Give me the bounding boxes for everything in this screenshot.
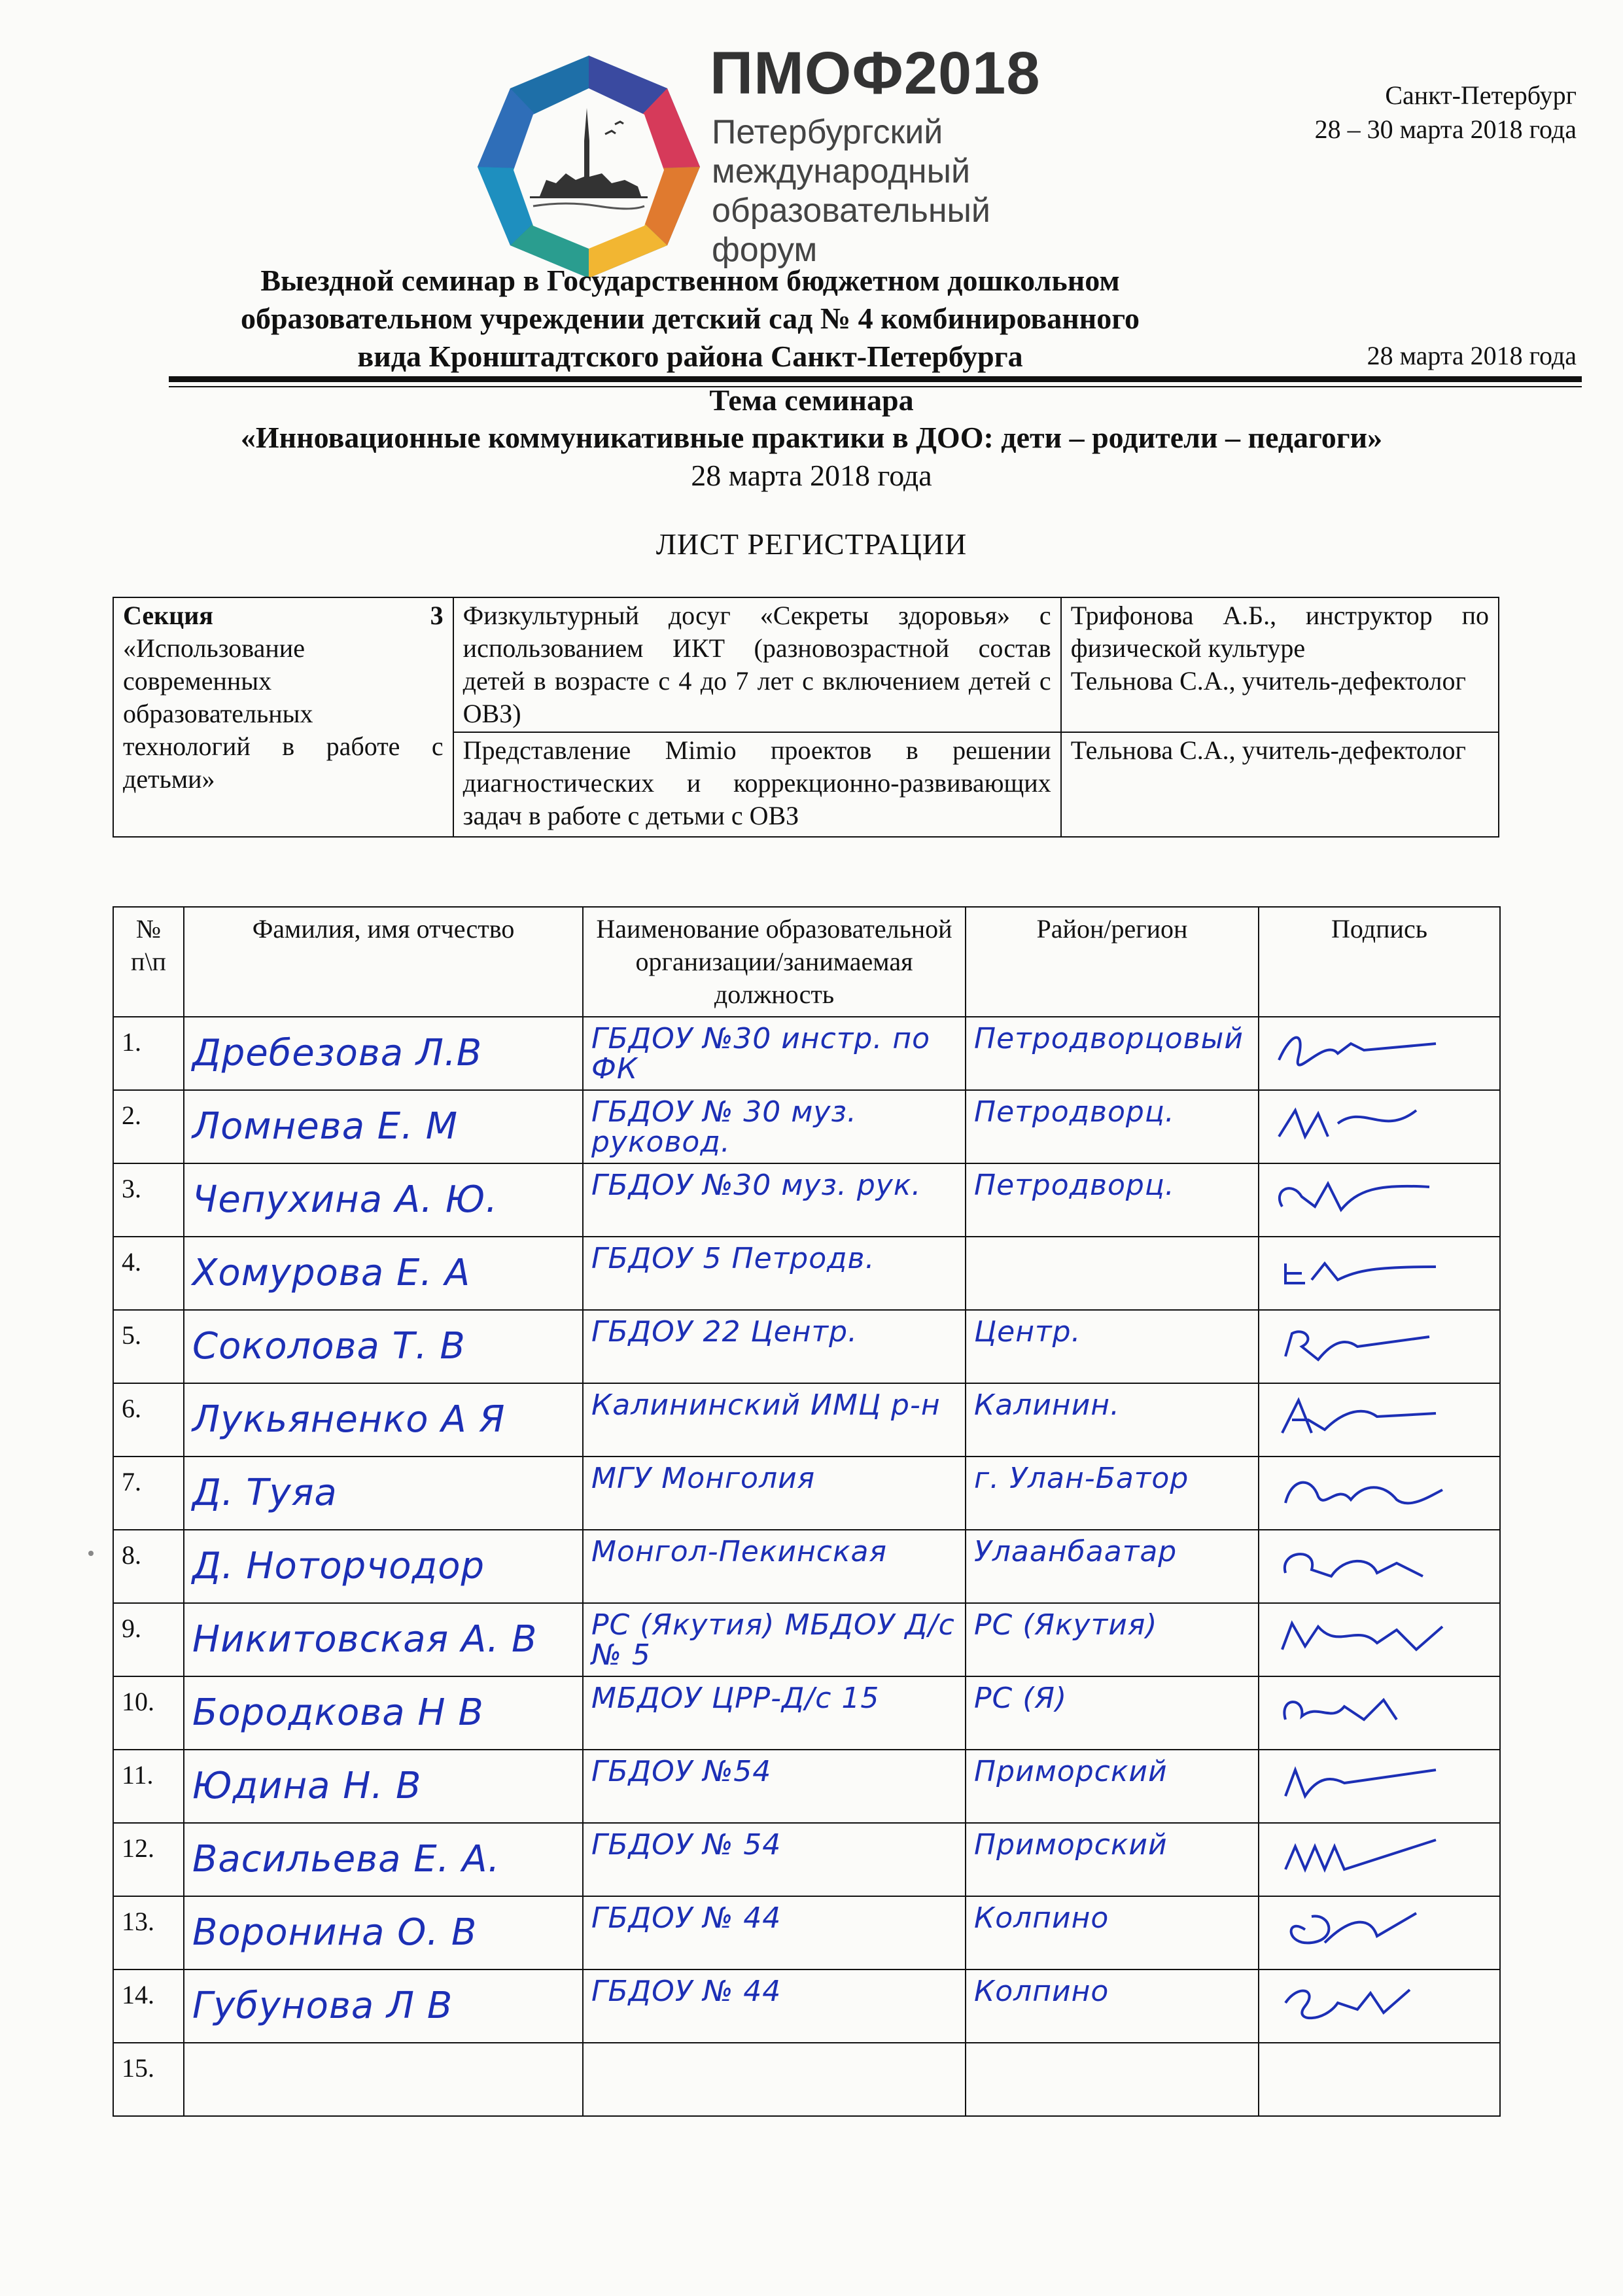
row-number-cell bbox=[113, 1823, 184, 1896]
section-number: 3 bbox=[430, 601, 444, 630]
presenter: Трифонова А.Б., инструктор по физической культуре bbox=[1070, 601, 1489, 663]
registration-header-row bbox=[113, 907, 1500, 1017]
name-cell bbox=[184, 1383, 583, 1457]
handwritten-signature bbox=[1266, 1537, 1462, 1589]
brand-title: ПМОФ2018 bbox=[710, 40, 1041, 107]
row-number: 14. bbox=[122, 1980, 154, 2009]
org-cell bbox=[583, 1237, 966, 1310]
seminar-title-line: образовательном учреждении детский сад № 4 комбинированного bbox=[240, 302, 1140, 335]
row-number-cell bbox=[113, 2043, 184, 2116]
name-cell bbox=[184, 1017, 583, 1090]
row-number-cell bbox=[113, 1750, 184, 1823]
org-cell bbox=[583, 1676, 966, 1750]
row-number: 13. bbox=[122, 1907, 154, 1936]
participant-organization: ГБДОУ № 54 bbox=[591, 1828, 782, 1862]
row-number-cell bbox=[113, 1237, 184, 1310]
name-cell bbox=[184, 1457, 583, 1530]
seminar-title-line: Выездной семинар в Государственном бюджетном дошкольном bbox=[260, 264, 1120, 297]
participant-organization: ГБДОУ №54 bbox=[591, 1755, 772, 1788]
topic-label: Тема семинара bbox=[709, 383, 914, 417]
name-cell bbox=[184, 1530, 583, 1603]
row-number: 6. bbox=[122, 1394, 141, 1423]
brand-subtitle-line: образовательный bbox=[712, 192, 990, 230]
sheet-title: ЛИСТ РЕГИСТРАЦИИ bbox=[655, 527, 968, 561]
participant-organization: Монгол-Пекинская bbox=[591, 1535, 887, 1568]
org-cell bbox=[583, 1530, 966, 1603]
region-cell bbox=[966, 1163, 1259, 1237]
signature-cell bbox=[1259, 1530, 1500, 1603]
name-cell bbox=[184, 1090, 583, 1163]
signature-cell bbox=[1259, 1163, 1500, 1237]
handwritten-signature bbox=[1266, 1684, 1462, 1736]
name-cell bbox=[184, 1163, 583, 1237]
table-row bbox=[113, 1676, 1500, 1750]
row-number: 12. bbox=[122, 1833, 154, 1863]
signature-cell bbox=[1259, 1896, 1500, 1969]
brand-subtitle-line: Петербургский bbox=[712, 113, 943, 151]
participant-name: Воронина О. В bbox=[192, 1911, 478, 1954]
forum-place-dates bbox=[1236, 79, 1577, 147]
org-cell bbox=[583, 1457, 966, 1530]
topic-date: 28 марта 2018 года bbox=[691, 459, 932, 492]
org-cell bbox=[583, 1310, 966, 1383]
participant-region: Приморский bbox=[974, 1755, 1168, 1788]
region-cell bbox=[966, 1310, 1259, 1383]
handwritten-signature bbox=[1266, 1977, 1462, 2029]
participant-region: Колпино bbox=[974, 1901, 1109, 1935]
region-cell bbox=[966, 1237, 1259, 1310]
table-row bbox=[113, 1530, 1500, 1603]
signature-cell bbox=[1259, 1969, 1500, 2043]
handwritten-signature bbox=[1266, 1024, 1462, 1076]
row-number-cell bbox=[113, 1603, 184, 1676]
region-cell bbox=[966, 1017, 1259, 1090]
row-number-cell bbox=[113, 1163, 184, 1237]
participant-organization: ГБДОУ № 44 bbox=[591, 1975, 782, 2008]
topic-name: «Инновационные коммуникативные практики в ДОО: дети – родители – педагоги» bbox=[240, 421, 1383, 454]
participant-name: Д. Ноторчодор bbox=[192, 1545, 485, 1587]
table-row bbox=[113, 1969, 1500, 2043]
handwritten-signature bbox=[1266, 1171, 1462, 1223]
participant-organization: ГБДОУ №30 инстр. по ФК bbox=[591, 1022, 931, 1086]
participant-name: Юдина Н. В bbox=[192, 1765, 422, 1807]
region-cell bbox=[966, 1750, 1259, 1823]
presenter: Тельнова С.А., учитель-дефектолог bbox=[1070, 735, 1466, 765]
handwritten-signature bbox=[1266, 1317, 1462, 1369]
participant-region: Центр. bbox=[974, 1315, 1081, 1349]
participant-region: Колпино bbox=[974, 1975, 1109, 2008]
handwritten-signature bbox=[1266, 1610, 1462, 1663]
participant-region: РС (Якутия) bbox=[974, 1608, 1158, 1642]
org-cell bbox=[583, 1090, 966, 1163]
row-number: 1. bbox=[122, 1027, 141, 1057]
row-number-cell bbox=[113, 1017, 184, 1090]
table-row bbox=[113, 1457, 1500, 1530]
table-row bbox=[113, 1750, 1500, 1823]
org-cell bbox=[583, 1969, 966, 2043]
participant-organization: Калининский ИМЦ р-н bbox=[591, 1388, 941, 1422]
region-cell bbox=[966, 1457, 1259, 1530]
signature-cell bbox=[1259, 1603, 1500, 1676]
forum-place: Санкт-Петербург bbox=[1385, 80, 1577, 110]
forum-dates: 28 – 30 марта 2018 года bbox=[1314, 115, 1577, 144]
signature-cell bbox=[1259, 2043, 1500, 2116]
participant-organization: ГБДОУ №30 муз. рук. bbox=[591, 1169, 922, 1202]
row-number: 8. bbox=[122, 1540, 141, 1570]
participant-region: Петродворцовый bbox=[974, 1022, 1244, 1055]
region-cell bbox=[966, 2043, 1259, 2116]
org-cell bbox=[583, 1896, 966, 1969]
region-cell bbox=[966, 1090, 1259, 1163]
row-number: 11. bbox=[122, 1760, 154, 1790]
name-cell bbox=[184, 1603, 583, 1676]
table-row bbox=[113, 1310, 1500, 1383]
participant-region: Калинин. bbox=[974, 1388, 1121, 1422]
participant-region: Улаанбаатар bbox=[974, 1535, 1178, 1568]
org-cell bbox=[583, 1383, 966, 1457]
brand-subtitle-line: международный bbox=[712, 152, 971, 190]
handwritten-signature bbox=[1266, 1390, 1462, 1443]
row-number-cell bbox=[113, 1530, 184, 1603]
table-row bbox=[113, 1896, 1500, 1969]
table-row bbox=[113, 1823, 1500, 1896]
signature-cell bbox=[1259, 1310, 1500, 1383]
participant-name: Лукьяненко А Я bbox=[192, 1398, 506, 1441]
brand-subtitle-line: форум bbox=[712, 231, 818, 269]
seminar-title-line: вида Кронштадтского района Санкт-Петербурга bbox=[357, 340, 1023, 373]
registration-table bbox=[113, 906, 1501, 2117]
table-row bbox=[113, 2043, 1500, 2116]
region-cell bbox=[966, 1603, 1259, 1676]
row-number-cell bbox=[113, 1676, 184, 1750]
org-cell bbox=[583, 1823, 966, 1896]
name-cell bbox=[184, 1896, 583, 1969]
participant-name: Д. Туяа bbox=[192, 1472, 338, 1514]
participant-region: г. Улан-Батор bbox=[974, 1462, 1189, 1495]
handwritten-signature bbox=[1266, 1097, 1462, 1150]
name-cell bbox=[184, 1676, 583, 1750]
participant-name: Соколова Т. В bbox=[192, 1325, 466, 1368]
signature-cell bbox=[1259, 1457, 1500, 1530]
participant-organization: МБДОУ ЦРР-Д/с 15 bbox=[591, 1682, 880, 1715]
row-number: 7. bbox=[122, 1467, 141, 1496]
handwritten-signature bbox=[1266, 1830, 1462, 1882]
section-heading bbox=[123, 599, 444, 632]
participant-organization: РС (Якутия) МБДОУ Д/с № 5 bbox=[591, 1608, 955, 1672]
row-number-cell bbox=[113, 1896, 184, 1969]
region-cell bbox=[966, 1896, 1259, 1969]
participant-name: Ломнева Е. М bbox=[192, 1105, 459, 1148]
section-label: Секция bbox=[123, 601, 213, 630]
signature-cell bbox=[1259, 1383, 1500, 1457]
event-presenters bbox=[1061, 732, 1499, 837]
seminar-date: 28 марта 2018 года bbox=[1367, 341, 1577, 370]
column-header-signature: Подпись bbox=[1259, 907, 1500, 1017]
presenter: Тельнова С.А., учитель-дефектолог bbox=[1070, 666, 1466, 696]
event-presenters bbox=[1061, 597, 1499, 732]
participant-organization: ГБДОУ № 44 bbox=[591, 1901, 782, 1935]
row-number: 15. bbox=[122, 2053, 154, 2083]
participant-organization: ГБДОУ № 30 муз. руковод. bbox=[591, 1095, 857, 1159]
participant-name: Чепухина А. Ю. bbox=[192, 1178, 498, 1221]
region-cell bbox=[966, 1383, 1259, 1457]
region-cell bbox=[966, 1676, 1259, 1750]
handwritten-signature bbox=[1266, 1464, 1462, 1516]
participant-region: Петродворц. bbox=[974, 1095, 1175, 1129]
signature-cell bbox=[1259, 1237, 1500, 1310]
org-cell bbox=[583, 1750, 966, 1823]
forum-logo bbox=[468, 49, 710, 291]
row-number-cell bbox=[113, 1457, 184, 1530]
org-cell bbox=[583, 1163, 966, 1237]
section-row bbox=[113, 597, 1499, 732]
row-number: 5. bbox=[122, 1320, 141, 1350]
handwritten-signature bbox=[1266, 1244, 1462, 1296]
section-cell bbox=[113, 597, 453, 837]
participant-organization: ГБДОУ 22 Центр. bbox=[591, 1315, 858, 1349]
section-table bbox=[113, 597, 1499, 838]
participant-region: Приморский bbox=[974, 1828, 1168, 1862]
signature-cell bbox=[1259, 1750, 1500, 1823]
row-number: 4. bbox=[122, 1247, 141, 1277]
column-header-region: Район/регион bbox=[966, 907, 1259, 1017]
event-title: Физкультурный досуг «Секреты здоровья» с использованием ИКТ (разновозрастной состав детей в возрасте с 4 до 7 лет с включением детей с ОВЗ) bbox=[453, 597, 1061, 732]
name-cell bbox=[184, 1750, 583, 1823]
participant-name: Хомурова Е. А bbox=[192, 1252, 471, 1294]
name-cell bbox=[184, 2043, 583, 2116]
row-number-cell bbox=[113, 1090, 184, 1163]
signature-cell bbox=[1259, 1676, 1500, 1750]
row-number: 9. bbox=[122, 1614, 141, 1643]
org-cell bbox=[583, 1603, 966, 1676]
row-number-cell bbox=[113, 1310, 184, 1383]
signature-cell bbox=[1259, 1090, 1500, 1163]
column-header-number: № п\п bbox=[113, 907, 184, 1017]
header-divider bbox=[169, 376, 1582, 382]
name-cell bbox=[184, 1310, 583, 1383]
participant-name: Губунова Л В bbox=[192, 1985, 453, 2027]
region-cell bbox=[966, 1823, 1259, 1896]
column-header-name: Фамилия, имя отчество bbox=[184, 907, 583, 1017]
org-cell bbox=[583, 1017, 966, 1090]
org-cell bbox=[583, 2043, 966, 2116]
scan-speck bbox=[88, 1551, 94, 1556]
table-row bbox=[113, 1237, 1500, 1310]
row-number: 2. bbox=[122, 1101, 141, 1130]
signature-cell bbox=[1259, 1017, 1500, 1090]
table-row bbox=[113, 1383, 1500, 1457]
region-cell bbox=[966, 1530, 1259, 1603]
table-row bbox=[113, 1090, 1500, 1163]
handwritten-signature bbox=[1266, 1757, 1462, 1809]
table-row bbox=[113, 1163, 1500, 1237]
event-title: Представление Mimio проектов в решении диагностических и коррекционно-развивающих задач в работе с детьми с ОВЗ bbox=[453, 732, 1061, 837]
participant-organization: ГБДОУ 5 Петродв. bbox=[591, 1242, 875, 1275]
row-number: 10. bbox=[122, 1687, 154, 1716]
participant-name: Васильева Е. А. bbox=[192, 1838, 500, 1881]
participant-name: Никитовская А. В bbox=[192, 1618, 538, 1661]
signature-cell bbox=[1259, 1823, 1500, 1896]
name-cell bbox=[184, 1823, 583, 1896]
participant-region: РС (Я) bbox=[974, 1682, 1068, 1715]
table-row bbox=[113, 1017, 1500, 1090]
brand-subtitle bbox=[712, 113, 990, 270]
column-header-organization: Наименование образовательной организации/занимаемая должность bbox=[583, 907, 966, 1017]
participant-organization: МГУ Монголия bbox=[591, 1462, 816, 1495]
section-name: «Использование современных образовательных технологий в работе с детьми» bbox=[123, 633, 444, 794]
participant-name: Дребезова Л.В bbox=[192, 1032, 483, 1074]
name-cell bbox=[184, 1969, 583, 2043]
region-cell bbox=[966, 1969, 1259, 2043]
handwritten-signature bbox=[1266, 1903, 1462, 1956]
seminar-title bbox=[118, 262, 1263, 376]
table-row bbox=[113, 1603, 1500, 1676]
row-number: 3. bbox=[122, 1174, 141, 1203]
name-cell bbox=[184, 1237, 583, 1310]
row-number-cell bbox=[113, 1383, 184, 1457]
row-number-cell bbox=[113, 1969, 184, 2043]
participant-region: Петродворц. bbox=[974, 1169, 1175, 1202]
participant-name: Бородкова Н В bbox=[192, 1691, 484, 1734]
